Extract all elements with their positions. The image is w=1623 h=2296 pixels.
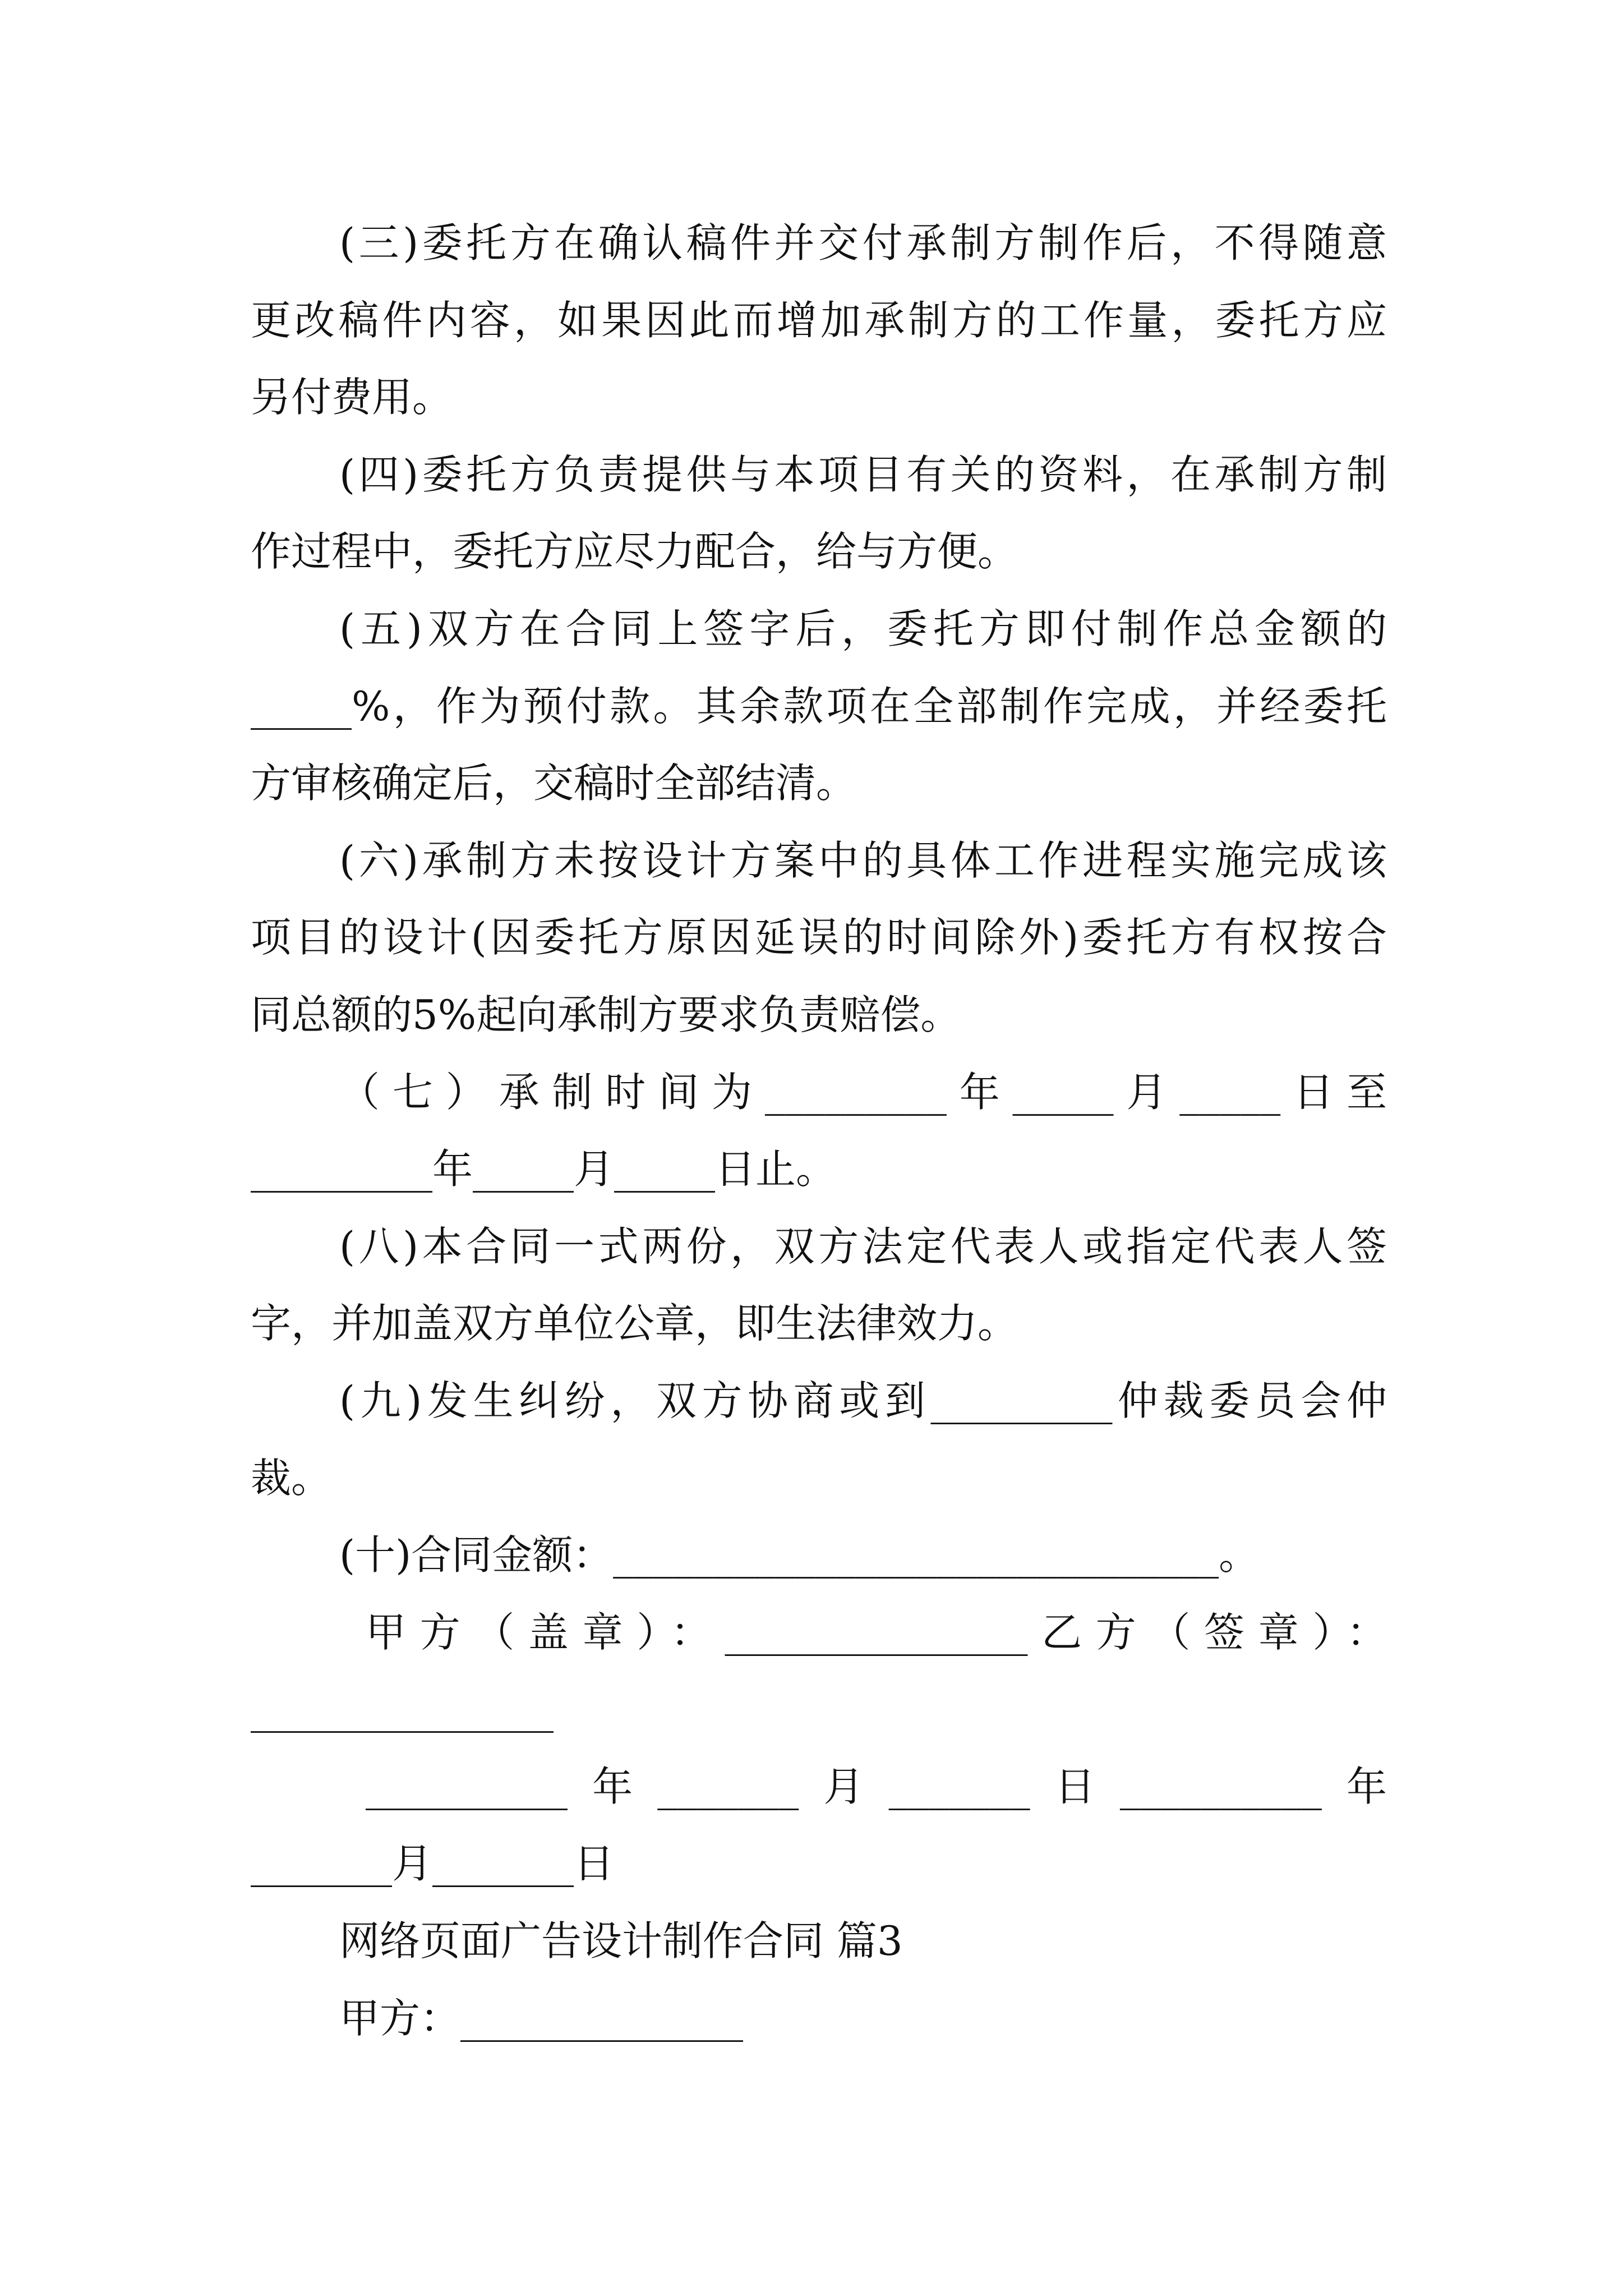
clause-10-line-1: (十)合同金额：______________________________。: [339, 1531, 1260, 1579]
clause-5-line-2: _____%，作为预付款。其余款项在全部制作完成，并经委托: [251, 682, 1387, 730]
clause-8: [251, 1208, 1387, 1363]
clause-9-line-2: 裁。: [251, 1454, 332, 1502]
clause-6-line-2: 项目的设计(因委托方原因延误的时间除外)委托方有权按合: [251, 914, 1387, 961]
clause-4-line-1: (四)委托方负责提供与本项目有关的资料，在承制方制: [339, 450, 1387, 498]
clause-6: [251, 822, 1387, 1054]
clause-4: [251, 436, 1387, 591]
clause-7-line-1: （七）承制时间为_________年_____月_____日至: [339, 1068, 1387, 1116]
clause-4-line-2: 作过程中，委托方应尽力配合，给与方便。: [251, 528, 1018, 576]
party-a-block: [251, 1980, 1387, 2058]
clause-3-line-2: 更改稿件内容，如果因此而增加承制方的工作量，委托方应: [251, 296, 1387, 344]
clause-6-line-1: (六)承制方未按设计方案中的具体工作进程实施完成该: [339, 836, 1387, 884]
clause-3-line-1: (三)委托方在确认稿件并交付承制方制作后，不得随意: [339, 219, 1387, 266]
section-heading: [251, 1903, 1387, 1980]
signature-line-2: _______________: [251, 1686, 554, 1733]
party-a-line: 甲方：______________: [339, 1994, 744, 2042]
signature-block: [251, 1594, 1387, 1749]
clause-7: [251, 1054, 1387, 1208]
signature-line-1: 甲方（盖章）：_______________乙方（签章）：: [366, 1608, 1387, 1656]
clause-6-line-3: 同总额的5%起向承制方要求负责赔偿。: [251, 991, 961, 1038]
contract-body: [251, 205, 1387, 2057]
date-line-2: _______月_______日: [251, 1840, 614, 1888]
section-title: 网络页面广告设计制作合同 篇3: [339, 1917, 903, 1965]
clause-5: [251, 591, 1387, 822]
clause-10: [251, 1517, 1387, 1594]
clause-3: [251, 205, 1387, 436]
date-block: [251, 1749, 1387, 1903]
clause-9: [251, 1363, 1387, 1517]
clause-5-line-1: (五)双方在合同上签字后，委托方即付制作总金额的: [339, 605, 1387, 652]
clause-9-line-1: (九)发生纠纷，双方协商或到_________仲裁委员会仲: [339, 1377, 1387, 1424]
date-line-1: __________年_______月_______日__________年: [366, 1763, 1387, 1810]
clause-5-line-3: 方审核确定后，交稿时全部结清。: [251, 760, 857, 807]
clause-7-line-2: _________年_____月_____日止。: [251, 1145, 837, 1193]
clause-3-line-3: 另付费用。: [251, 374, 453, 421]
clause-8-line-2: 字，并加盖双方单位公章，即生法律效力。: [251, 1300, 1018, 1347]
clause-8-line-1: (八)本合同一式两份，双方法定代表人或指定代表人签: [339, 1222, 1387, 1270]
